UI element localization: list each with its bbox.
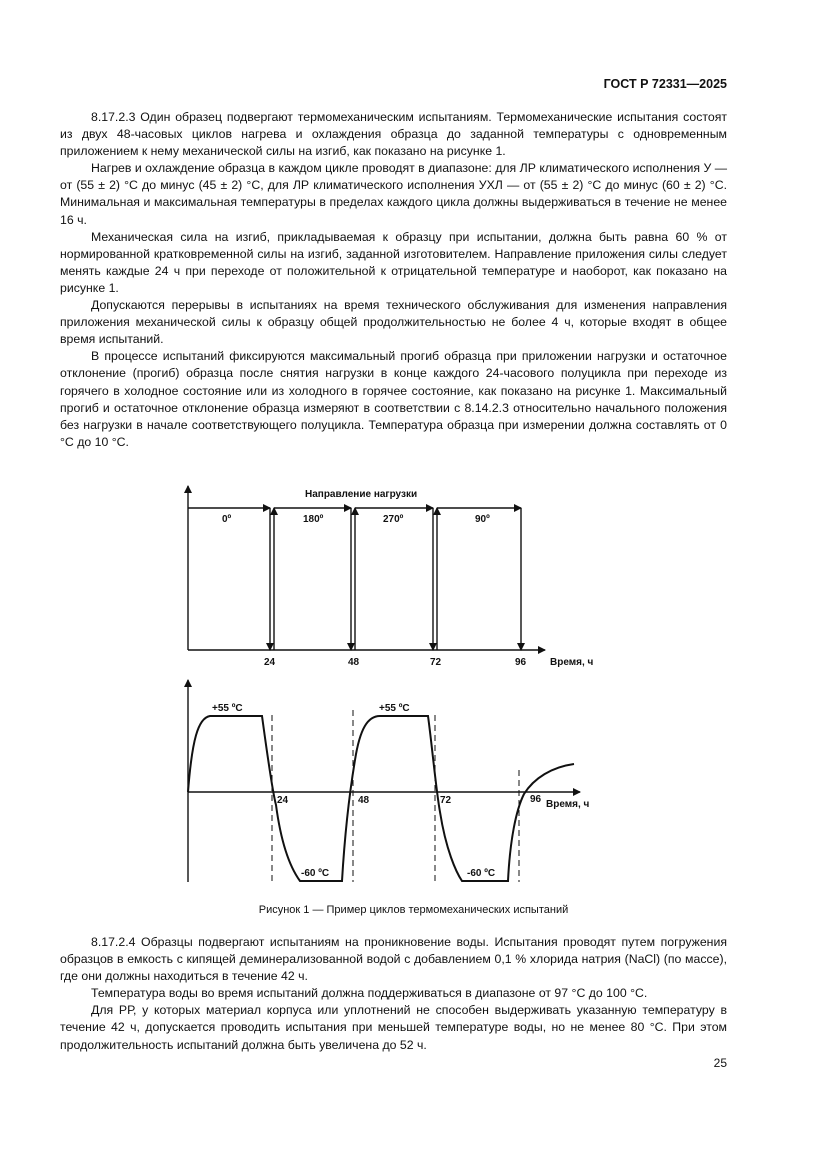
section-8-17-2-4 [60, 934, 727, 1054]
temp-tick-72: 72 [440, 795, 452, 806]
load-tick-24: 24 [264, 657, 276, 668]
standard-number: ГОСТ Р 72331—2025 [603, 77, 727, 91]
paragraph: В процессе испытаний фиксируются максимальный прогиб образца при приложении нагрузки и остаточное отклонение (прогиб) образца после снятия нагрузки в конце каждого 24-часового полуцикла при переходе из горячего в холодное состояние или из холодного в горячее состояние, как показано на рисунке 1. Максимальный прогиб и остаточное отклонение образца измеряют в соответствии с 8.14.2.3 относительно начального положения без нагрузки в начале соответствующего полуцикла. Температура образца при измерении должна составлять от 0 °С до 10 °С. [60, 349, 727, 449]
paragraph: Допускаются перерывы в испытаниях на время технического обслуживания для изменения направления приложения механической силы к образцу общей продолжительностью не более 4 ч, которые входят в общее время испытаний. [60, 298, 727, 347]
paragraph: Температура воды во время испытаний должна поддерживаться в диапазоне от 97 °С до 100 °С. [91, 986, 648, 1001]
temp-tick-96: 96 [530, 794, 542, 805]
temp-low-label-1: -60 ºС [301, 868, 330, 879]
load-chart-title: Направление нагрузки [305, 489, 418, 500]
paragraph: Нагрев и охлаждение образца в каждом цикле проводят в диапазоне: для ЛР климатического исполнения У — от (55 ± 2) °С до минус (45 ± 2) °С, для ЛР климатического исполнения УХЛ — от (55 ± 2) °С до минус (60 ± 2) °С. Минимальная и максимальная температуры в пределах каждого цикла должны выдерживаться в течение не менее 16 ч. [60, 161, 727, 227]
load-tick-72: 72 [430, 657, 442, 668]
paragraph: 8.17.2.4 Образцы подвергают испытаниям на проникновение воды. Испытания проводят путем погружения образцов в емкость с кипящей деминерализованной водой с добавлением 0,1 % хлорида натрия (NaCl) (по массе), где они должны находиться в течение 42 ч. [60, 935, 727, 984]
load-direction-chart [188, 486, 545, 650]
temp-low-label-2: -60 ºС [467, 868, 496, 879]
temp-high-label-1: +55 ºС [212, 703, 243, 714]
figure-caption: Рисунок 1 — Пример циклов термомеханических испытаний [258, 904, 569, 916]
load-tick-96: 96 [515, 657, 527, 668]
temp-tick-24: 24 [277, 795, 289, 806]
load-time-axis-label: Время, ч [550, 657, 594, 668]
paragraph: Для РР, у которых материал корпуса или уплотнений не способен выдерживать указанную температуру в течение 42 ч, допускается проводить испытания при меньшей температуре воды, но не менее 80 °С. При этом продолжительность испытаний должна быть увеличена до 52 ч. [60, 1003, 727, 1052]
temp-time-axis-label: Время, ч [546, 799, 590, 810]
temperature-curve [188, 716, 574, 881]
angle-label-90: 90º [475, 514, 490, 525]
page-number: 25 [713, 1056, 727, 1070]
temp-tick-48: 48 [358, 795, 370, 806]
angle-label-0: 0º [222, 514, 232, 525]
load-tick-48: 48 [348, 657, 360, 668]
temp-high-label-2: +55 ºС [379, 703, 410, 714]
paragraph: 8.17.2.3 Один образец подвергают термомеханическим испытаниям. Термомеханические испытания состоят из двух 48-часовых циклов нагрева и охлаждения образца до заданной температуры с одновременным приложением к нему механической силы на изгиб, как показано на рисунке 1. [60, 110, 727, 159]
paragraph: Механическая сила на изгиб, прикладываемая к образцу при испытании, должна быть равна 60 % от нормированной кратковременной силы на изгиб, заданной изготовителем. Направление приложения силы следует менять каждые 24 ч при переходе от положительной к отрицательной температуре и наоборот, как показано на рисунке 1. [60, 229, 727, 295]
angle-label-180: 180º [303, 514, 324, 525]
angle-label-270: 270º [383, 514, 404, 525]
